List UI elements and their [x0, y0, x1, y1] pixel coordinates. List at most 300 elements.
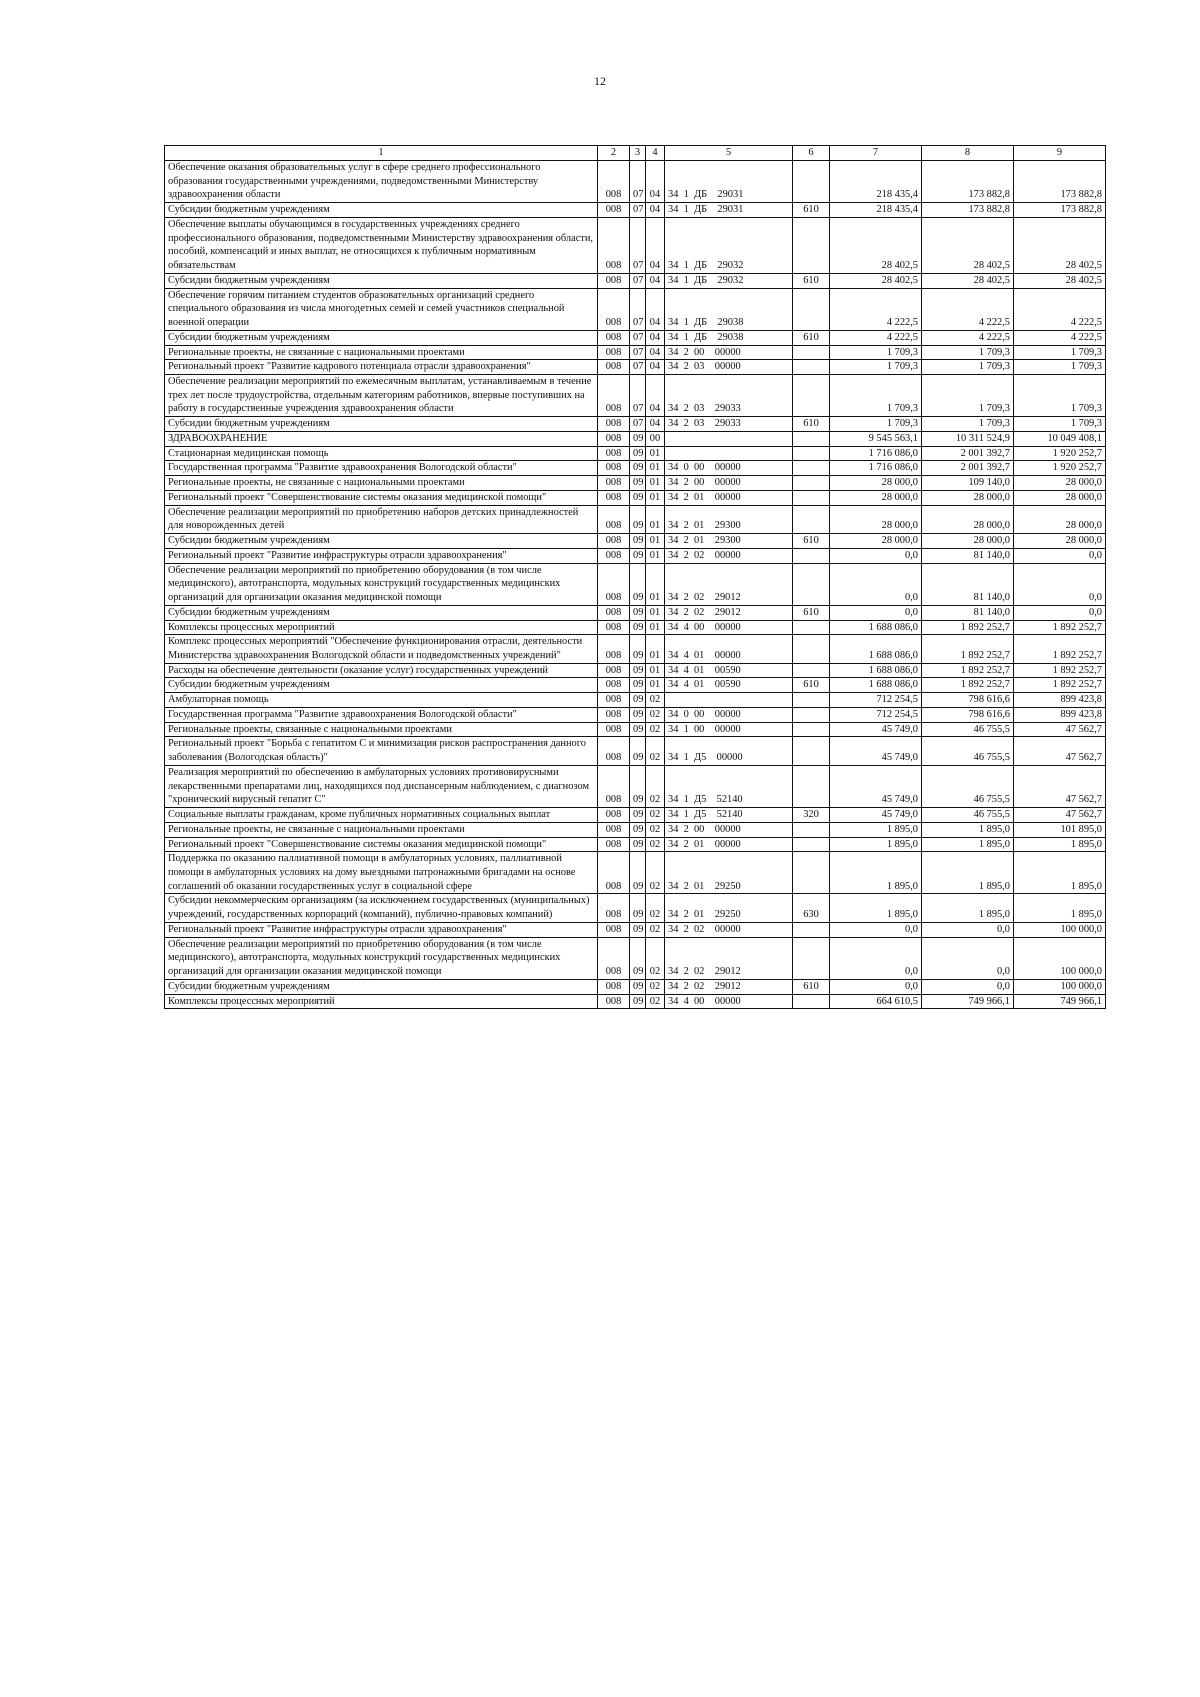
expense-type-code: [793, 852, 830, 894]
amount-year-3: 28 000,0: [1014, 490, 1106, 505]
section-code: 09: [630, 635, 646, 663]
table-row: [165, 707, 1106, 722]
amount-year-2: 2 001 392,7: [922, 446, 1014, 461]
ministry-code: 008: [598, 161, 630, 203]
subsection-code: 01: [646, 635, 665, 663]
subsection-code: 04: [646, 217, 665, 273]
column-number: 8: [922, 146, 1014, 161]
amount-year-1: 1 688 086,0: [830, 620, 922, 635]
amount-year-1: 0,0: [830, 937, 922, 979]
section-code: 07: [630, 203, 646, 218]
table-row: [165, 693, 1106, 708]
target-item-code: 34 2 01 29250: [665, 894, 793, 922]
target-item-code: 34 1 Д5 52140: [665, 808, 793, 823]
amount-year-1: 218 435,4: [830, 203, 922, 218]
section-code: 07: [630, 330, 646, 345]
amount-year-3: 28 000,0: [1014, 476, 1106, 491]
amount-year-3: 4 222,5: [1014, 330, 1106, 345]
row-name: Субсидии бюджетным учреждениям: [165, 605, 598, 620]
table-row: [165, 417, 1106, 432]
amount-year-3: 100 000,0: [1014, 937, 1106, 979]
amount-year-3: 100 000,0: [1014, 922, 1106, 937]
row-name: Субсидии бюджетным учреждениям: [165, 534, 598, 549]
amount-year-1: 1 716 086,0: [830, 461, 922, 476]
amount-year-1: 45 749,0: [830, 808, 922, 823]
amount-year-3: 0,0: [1014, 563, 1106, 605]
amount-year-2: 1 892 252,7: [922, 678, 1014, 693]
row-name: Региональные проекты, не связанные с национальными проектами: [165, 345, 598, 360]
amount-year-3: 1 892 252,7: [1014, 663, 1106, 678]
row-name: Региональный проект "Совершенствование системы оказания медицинской помощи": [165, 837, 598, 852]
subsection-code: 01: [646, 476, 665, 491]
subsection-code: 04: [646, 330, 665, 345]
section-code: 09: [630, 548, 646, 563]
row-name: ЗДРАВООХРАНЕНИЕ: [165, 431, 598, 446]
subsection-code: 01: [646, 563, 665, 605]
subsection-code: 02: [646, 808, 665, 823]
table-row: [165, 548, 1106, 563]
table-row: [165, 203, 1106, 218]
row-name: Комплексы процессных мероприятий: [165, 994, 598, 1009]
row-name: Региональный проект "Развитие кадрового потенциала отрасли здравоохранения": [165, 360, 598, 375]
section-code: 09: [630, 563, 646, 605]
amount-year-1: 1 709,3: [830, 417, 922, 432]
expense-type-code: [793, 345, 830, 360]
ministry-code: 008: [598, 375, 630, 417]
amount-year-1: 0,0: [830, 922, 922, 937]
row-name: Субсидии бюджетным учреждениям: [165, 417, 598, 432]
target-item-code: 34 2 02 00000: [665, 548, 793, 563]
amount-year-1: 9 545 563,1: [830, 431, 922, 446]
expense-type-code: [793, 693, 830, 708]
ministry-code: 008: [598, 217, 630, 273]
amount-year-2: 1 709,3: [922, 375, 1014, 417]
target-item-code: 34 1 00 00000: [665, 722, 793, 737]
row-name: Субсидии бюджетным учреждениям: [165, 330, 598, 345]
target-item-code: 34 2 02 00000: [665, 922, 793, 937]
expense-type-code: [793, 620, 830, 635]
target-item-code: 34 1 ДБ 29031: [665, 161, 793, 203]
target-item-code: 34 2 00 00000: [665, 345, 793, 360]
table-row: [165, 217, 1106, 273]
budget-table: [164, 145, 1106, 1009]
section-code: 09: [630, 693, 646, 708]
ministry-code: 008: [598, 563, 630, 605]
amount-year-1: 1 895,0: [830, 837, 922, 852]
expense-type-code: [793, 360, 830, 375]
subsection-code: 01: [646, 548, 665, 563]
ministry-code: 008: [598, 922, 630, 937]
column-number: 6: [793, 146, 830, 161]
expense-type-code: [793, 548, 830, 563]
expense-type-code: [793, 722, 830, 737]
expense-type-code: [793, 431, 830, 446]
section-code: 09: [630, 937, 646, 979]
section-code: 07: [630, 288, 646, 330]
target-item-code: 34 2 01 00000: [665, 837, 793, 852]
amount-year-2: 798 616,6: [922, 693, 1014, 708]
amount-year-1: 1 895,0: [830, 894, 922, 922]
section-code: 09: [630, 707, 646, 722]
subsection-code: 02: [646, 737, 665, 765]
amount-year-2: 1 709,3: [922, 345, 1014, 360]
amount-year-3: 47 562,7: [1014, 808, 1106, 823]
table-row: [165, 722, 1106, 737]
expense-type-code: 610: [793, 678, 830, 693]
row-name: Обеспечение реализации мероприятий по приобретению наборов детских принадлежностей для новорожденных детей: [165, 505, 598, 533]
target-item-code: 34 0 00 00000: [665, 707, 793, 722]
column-number-header: [165, 146, 1106, 161]
ministry-code: 008: [598, 635, 630, 663]
section-code: 09: [630, 994, 646, 1009]
row-name: Субсидии бюджетным учреждениям: [165, 979, 598, 994]
table-row: [165, 678, 1106, 693]
expense-type-code: [793, 476, 830, 491]
subsection-code: 01: [646, 446, 665, 461]
ministry-code: 008: [598, 852, 630, 894]
amount-year-1: 1 895,0: [830, 852, 922, 894]
amount-year-3: 47 562,7: [1014, 765, 1106, 807]
amount-year-1: 1 709,3: [830, 360, 922, 375]
ministry-code: 008: [598, 737, 630, 765]
target-item-code: 34 2 00 00000: [665, 476, 793, 491]
table-row: [165, 605, 1106, 620]
amount-year-1: 1 709,3: [830, 345, 922, 360]
section-code: 09: [630, 476, 646, 491]
ministry-code: 008: [598, 431, 630, 446]
target-item-code: 34 1 Д5 00000: [665, 737, 793, 765]
target-item-code: [665, 446, 793, 461]
amount-year-1: 1 716 086,0: [830, 446, 922, 461]
column-number: 2: [598, 146, 630, 161]
target-item-code: 34 2 00 00000: [665, 822, 793, 837]
section-code: 09: [630, 722, 646, 737]
amount-year-2: 1 895,0: [922, 852, 1014, 894]
section-code: 09: [630, 446, 646, 461]
table-row: [165, 837, 1106, 852]
target-item-code: 34 1 ДБ 29032: [665, 273, 793, 288]
ministry-code: 008: [598, 490, 630, 505]
table-row: [165, 737, 1106, 765]
row-name: Обеспечение реализации мероприятий по приобретению оборудования (в том числе медицинского), автотранспорта, модульных конструкций государственных медицинских организаций для организации оказания медицинской помощи: [165, 563, 598, 605]
amount-year-2: 749 966,1: [922, 994, 1014, 1009]
section-code: 07: [630, 161, 646, 203]
table-row: [165, 808, 1106, 823]
subsection-code: 01: [646, 678, 665, 693]
row-name: Социальные выплаты гражданам, кроме публичных нормативных социальных выплат: [165, 808, 598, 823]
expense-type-code: 610: [793, 417, 830, 432]
ministry-code: 008: [598, 446, 630, 461]
section-code: 09: [630, 620, 646, 635]
row-name: Субсидии бюджетным учреждениям: [165, 273, 598, 288]
section-code: 09: [630, 894, 646, 922]
ministry-code: 008: [598, 360, 630, 375]
subsection-code: 00: [646, 431, 665, 446]
row-name: Региональный проект "Совершенствование системы оказания медицинской помощи": [165, 490, 598, 505]
amount-year-1: 28 402,5: [830, 217, 922, 273]
subsection-code: 02: [646, 937, 665, 979]
ministry-code: 008: [598, 894, 630, 922]
expense-type-code: [793, 922, 830, 937]
row-name: Государственная программа "Развитие здравоохранения Вологодской области": [165, 461, 598, 476]
ministry-code: 008: [598, 808, 630, 823]
table-row: [165, 663, 1106, 678]
row-name: Стационарная медицинская помощь: [165, 446, 598, 461]
ministry-code: 008: [598, 417, 630, 432]
amount-year-2: 28 000,0: [922, 534, 1014, 549]
amount-year-3: 1 892 252,7: [1014, 678, 1106, 693]
target-item-code: 34 2 03 29033: [665, 375, 793, 417]
subsection-code: 01: [646, 663, 665, 678]
amount-year-2: 10 311 524,9: [922, 431, 1014, 446]
table-row: [165, 446, 1106, 461]
section-code: 09: [630, 822, 646, 837]
amount-year-3: 4 222,5: [1014, 288, 1106, 330]
amount-year-3: 47 562,7: [1014, 722, 1106, 737]
row-name: Амбулаторная помощь: [165, 693, 598, 708]
target-item-code: 34 2 01 29300: [665, 534, 793, 549]
row-name: Расходы на обеспечение деятельности (оказание услуг) государственных учреждений: [165, 663, 598, 678]
amount-year-2: 1 895,0: [922, 894, 1014, 922]
ministry-code: 008: [598, 548, 630, 563]
target-item-code: 34 1 ДБ 29032: [665, 217, 793, 273]
ministry-code: 008: [598, 678, 630, 693]
section-code: 09: [630, 837, 646, 852]
section-code: 07: [630, 217, 646, 273]
amount-year-1: 1 688 086,0: [830, 635, 922, 663]
table-row: [165, 765, 1106, 807]
expense-type-code: [793, 994, 830, 1009]
table-row: [165, 894, 1106, 922]
table-row: [165, 937, 1106, 979]
row-name: Обеспечение выплаты обучающимся в государственных учреждениях среднего профессионального образования, подведомственными Министерству здравоохранения области, пособий, компенсаций и иных выплат, не относящихся к публичным нормативным обязательствам: [165, 217, 598, 273]
target-item-code: 34 4 00 00000: [665, 620, 793, 635]
subsection-code: 04: [646, 345, 665, 360]
ministry-code: 008: [598, 822, 630, 837]
amount-year-3: 1 895,0: [1014, 894, 1106, 922]
amount-year-2: 4 222,5: [922, 330, 1014, 345]
column-number: 7: [830, 146, 922, 161]
amount-year-1: 712 254,5: [830, 707, 922, 722]
section-code: 09: [630, 852, 646, 894]
expense-type-code: [793, 937, 830, 979]
section-code: 09: [630, 678, 646, 693]
table-row: [165, 979, 1106, 994]
amount-year-2: 2 001 392,7: [922, 461, 1014, 476]
expense-type-code: [793, 737, 830, 765]
amount-year-2: 173 882,8: [922, 161, 1014, 203]
subsection-code: 04: [646, 288, 665, 330]
expense-type-code: [793, 375, 830, 417]
ministry-code: 008: [598, 620, 630, 635]
subsection-code: 01: [646, 534, 665, 549]
amount-year-3: 1 892 252,7: [1014, 620, 1106, 635]
amount-year-2: 46 755,5: [922, 765, 1014, 807]
ministry-code: 008: [598, 203, 630, 218]
amount-year-3: 100 000,0: [1014, 979, 1106, 994]
amount-year-3: 1 709,3: [1014, 375, 1106, 417]
amount-year-3: 899 423,8: [1014, 707, 1106, 722]
section-code: 07: [630, 273, 646, 288]
subsection-code: 01: [646, 505, 665, 533]
section-code: 09: [630, 431, 646, 446]
section-code: 09: [630, 461, 646, 476]
target-item-code: 34 1 ДБ 29031: [665, 203, 793, 218]
subsection-code: 04: [646, 360, 665, 375]
row-name: Обеспечение горячим питанием студентов образовательных организаций среднего специального образования из числа многодетных семей и семей участников специальной военной операции: [165, 288, 598, 330]
amount-year-3: 1 709,3: [1014, 360, 1106, 375]
target-item-code: 34 2 01 00000: [665, 490, 793, 505]
row-name: Обеспечение реализации мероприятий по ежемесячным выплатам, устанавливаемым в течение трех лет после трудоустройства, отдельным категориям работников, впервые поступивших на работу в государственные учреждения здравоохранения области: [165, 375, 598, 417]
section-code: 09: [630, 765, 646, 807]
subsection-code: 02: [646, 922, 665, 937]
target-item-code: 34 2 03 29033: [665, 417, 793, 432]
ministry-code: 008: [598, 937, 630, 979]
table-row: [165, 852, 1106, 894]
expense-type-code: [793, 837, 830, 852]
subsection-code: 02: [646, 722, 665, 737]
column-number: 9: [1014, 146, 1106, 161]
amount-year-2: 81 140,0: [922, 548, 1014, 563]
amount-year-3: 173 882,8: [1014, 161, 1106, 203]
expense-type-code: [793, 446, 830, 461]
amount-year-3: 28 000,0: [1014, 534, 1106, 549]
section-code: 09: [630, 505, 646, 533]
row-name: Субсидии некоммерческим организациям (за исключением государственных (муниципальных) учреждений, государственных корпораций (компаний), публично-правовых компаний): [165, 894, 598, 922]
target-item-code: 34 4 00 00000: [665, 994, 793, 1009]
ministry-code: 008: [598, 505, 630, 533]
section-code: 09: [630, 534, 646, 549]
amount-year-2: 109 140,0: [922, 476, 1014, 491]
subsection-code: 02: [646, 837, 665, 852]
amount-year-1: 0,0: [830, 563, 922, 605]
table-row: [165, 994, 1106, 1009]
amount-year-3: 10 049 408,1: [1014, 431, 1106, 446]
amount-year-2: 0,0: [922, 922, 1014, 937]
amount-year-2: 46 755,5: [922, 737, 1014, 765]
amount-year-1: 28 000,0: [830, 476, 922, 491]
subsection-code: 04: [646, 375, 665, 417]
table-row: [165, 288, 1106, 330]
amount-year-3: 749 966,1: [1014, 994, 1106, 1009]
row-name: Субсидии бюджетным учреждениям: [165, 678, 598, 693]
amount-year-1: 28 402,5: [830, 273, 922, 288]
ministry-code: 008: [598, 994, 630, 1009]
row-name: Поддержка по оказанию паллиативной помощи в амбулаторных условиях, паллиативной помощи в амбулаторных условиях на дому выездными патронажными бригадами на основе соглашений об оказании государственных услуг в социальной сфере: [165, 852, 598, 894]
amount-year-1: 1 895,0: [830, 822, 922, 837]
target-item-code: 34 0 00 00000: [665, 461, 793, 476]
table-row: [165, 273, 1106, 288]
amount-year-3: 1 709,3: [1014, 345, 1106, 360]
row-name: Региональные проекты, не связанные с национальными проектами: [165, 476, 598, 491]
table-row: [165, 505, 1106, 533]
row-name: Субсидии бюджетным учреждениям: [165, 203, 598, 218]
amount-year-2: 28 000,0: [922, 505, 1014, 533]
target-item-code: 34 4 01 00590: [665, 678, 793, 693]
expense-type-code: 610: [793, 605, 830, 620]
subsection-code: 02: [646, 707, 665, 722]
section-code: 07: [630, 360, 646, 375]
subsection-code: 02: [646, 852, 665, 894]
amount-year-1: 28 000,0: [830, 534, 922, 549]
target-item-code: [665, 693, 793, 708]
target-item-code: 34 2 02 29012: [665, 937, 793, 979]
subsection-code: 04: [646, 273, 665, 288]
expense-type-code: 610: [793, 203, 830, 218]
column-number: 1: [165, 146, 598, 161]
expense-type-code: [793, 490, 830, 505]
expense-type-code: [793, 461, 830, 476]
section-code: 09: [630, 663, 646, 678]
table-row: [165, 161, 1106, 203]
amount-year-3: 28 402,5: [1014, 217, 1106, 273]
column-number: 4: [646, 146, 665, 161]
section-code: 09: [630, 605, 646, 620]
amount-year-3: 1 920 252,7: [1014, 461, 1106, 476]
target-item-code: 34 4 01 00590: [665, 663, 793, 678]
amount-year-1: 712 254,5: [830, 693, 922, 708]
subsection-code: 02: [646, 693, 665, 708]
ministry-code: 008: [598, 765, 630, 807]
table-row: [165, 635, 1106, 663]
amount-year-3: 1 895,0: [1014, 837, 1106, 852]
amount-year-2: 46 755,5: [922, 722, 1014, 737]
expense-type-code: [793, 288, 830, 330]
table-row: [165, 431, 1106, 446]
amount-year-2: 0,0: [922, 937, 1014, 979]
row-name: Реализация мероприятий по обеспечению в амбулаторных условиях противовирусными лекарственными препаратами лиц, находящихся под диспансерным наблюдением, с диагнозом "хронический вирусный гепатит С": [165, 765, 598, 807]
subsection-code: 02: [646, 894, 665, 922]
subsection-code: 04: [646, 161, 665, 203]
subsection-code: 01: [646, 490, 665, 505]
amount-year-3: 0,0: [1014, 605, 1106, 620]
amount-year-1: 218 435,4: [830, 161, 922, 203]
amount-year-2: 1 892 252,7: [922, 635, 1014, 663]
amount-year-2: 28 402,5: [922, 217, 1014, 273]
row-name: Региональные проекты, связанные с национальными проектами: [165, 722, 598, 737]
amount-year-2: 1 892 252,7: [922, 663, 1014, 678]
expense-type-code: [793, 707, 830, 722]
amount-year-3: 1 892 252,7: [1014, 635, 1106, 663]
section-code: 07: [630, 375, 646, 417]
amount-year-2: 1 892 252,7: [922, 620, 1014, 635]
expense-type-code: [793, 161, 830, 203]
table-row: [165, 620, 1106, 635]
target-item-code: 34 2 02 29012: [665, 979, 793, 994]
target-item-code: 34 1 Д5 52140: [665, 765, 793, 807]
amount-year-1: 45 749,0: [830, 722, 922, 737]
expense-type-code: [793, 765, 830, 807]
subsection-code: 04: [646, 203, 665, 218]
ministry-code: 008: [598, 722, 630, 737]
expense-type-code: 610: [793, 330, 830, 345]
table-body: [165, 161, 1106, 1009]
amount-year-1: 1 688 086,0: [830, 678, 922, 693]
expense-type-code: 610: [793, 273, 830, 288]
amount-year-3: 1 709,3: [1014, 417, 1106, 432]
amount-year-2: 0,0: [922, 979, 1014, 994]
amount-year-1: 4 222,5: [830, 330, 922, 345]
ministry-code: 008: [598, 979, 630, 994]
target-item-code: 34 2 02 29012: [665, 563, 793, 605]
table-row: [165, 476, 1106, 491]
target-item-code: 34 2 01 29300: [665, 505, 793, 533]
target-item-code: 34 4 01 00000: [665, 635, 793, 663]
row-name: Комплекс процессных мероприятий "Обеспечение функционирования отрасли, деятельности Министерства здравоохранения Вологодской области и подведомственных учреждений": [165, 635, 598, 663]
table-row: [165, 563, 1106, 605]
amount-year-1: 28 000,0: [830, 505, 922, 533]
amount-year-3: 101 895,0: [1014, 822, 1106, 837]
